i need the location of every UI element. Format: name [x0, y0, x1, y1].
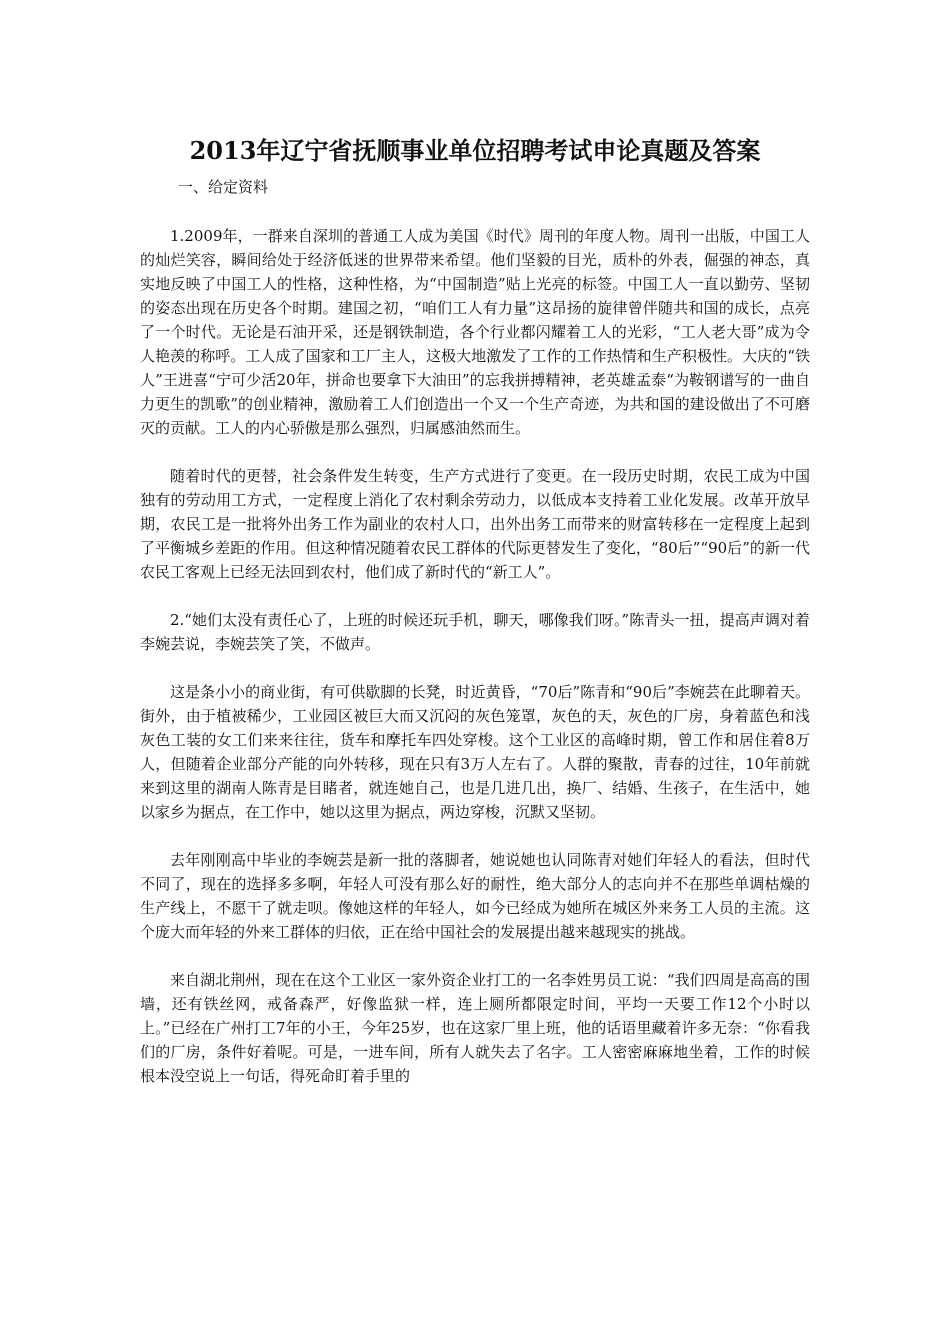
paragraph: 来自湖北荆州，现在在这个工业区一家外资企业打工的一名李姓男员工说：“我们四周是高高的围墙，还有铁丝网，戒备森严，好像监狱一样，连上厕所都限定时间，平均一天要工作12个小时以上。”已经在广州打工7年的小王，今年25岁，也在这家厂里上班，他的话语里藏着许多无奈：“你看我们的厂房，条件好着呢。可是，一进车间，所有人就失去了名字。工人密密麻麻地坐着，工作的时候根本没空说上一句话，得死命盯着手里的	[140, 971, 810, 1085]
paragraph: 2.“她们太没有责任心了，上班的时候还玩手机，聊天，哪像我们呀。”陈青头一扭，提高声调对着李婉芸说，李婉芸笑了笑，不做声。	[140, 611, 810, 653]
paragraph: 1.2009年，一群来自深圳的普通工人成为美国《时代》周刊的年度人物。周刊一出版，中国工人的灿烂笑容，瞬间给处于经济低迷的世界带来希望。他们坚毅的目光，质朴的外表，倔强的神态，真实地反映了中国工人的性格，这种性格，为“中国制造”贴上光亮的标签。中国工人一直以勤劳、坚韧的姿态出现在历史各个时期。建国之初，“咱们工人有力量”这昂扬的旋律曾伴随共和国的成长，点亮了一个时代。无论是石油开采，还是钢铁制造，各个行业都闪耀着工人的光彩，“工人老大哥”成为令人艳羡的称呼。工人成了国家和工厂主人，这极大地激发了工作的工作热情和生产积极性。大庆的“铁人”王进喜“宁可少活20年，拼命也要拿下大油田”的忘我拼搏精神，老英雄孟泰“为鞍钢谱写的一曲自力更生的凯歌”的创业精神，激励着工人们创造出一个又一个生产奇迹，为共和国的建设做出了不可磨灭的贡献。工人的内心骄傲是那么强烈，归属感油然而生。	[140, 227, 810, 437]
document-title: 2013年辽宁省抚顺事业单位招聘考试申论真题及答案	[189, 136, 761, 165]
document-body	[140, 224, 810, 1088]
section-heading: 一、给定资料	[178, 178, 269, 196]
paragraph: 这是条小小的商业街，有可供歇脚的长凳，时近黄昏，“70后”陈青和“90后”李婉芸在此聊着天。街外，由于植被稀少，工业园区被巨大而又沉闷的灰色笼罩，灰色的天，灰色的厂房，身着蓝色和浅灰色工装的女工们来来往往，货车和摩托车四处穿梭。这个工业区的高峰时期，曾工作和居住着8万人，但随着企业部分产能的向外转移，现在只有3万人左右了。人群的聚散，青春的过往，10年前就来到这里的湖南人陈青是目睹者，就连她自己，也是几进几出，换厂、结婚、生孩子，在生活中，她以家乡为据点，在工作中，她以这里为据点，两边穿梭，沉默又坚韧。	[140, 683, 810, 821]
paragraph: 去年刚刚高中毕业的李婉芸是新一批的落脚者，她说她也认同陈青对她们年轻人的看法，但时代不同了，现在的选择多多啊，年轻人可没有那么好的耐性，绝大部分人的志向并不在那些单调枯燥的生产线上，不愿干了就走呗。像她这样的年轻人，如今已经成为她所在城区外来务工人员的主流。这个庞大而年轻的外来工群体的归依，正在给中国社会的发展提出越来越现实的挑战。	[140, 851, 810, 941]
paragraph: 随着时代的更替，社会条件发生转变，生产方式进行了变更。在一段历史时期，农民工成为中国独有的劳动用工方式，一定程度上消化了农村剩余劳动力，以低成本支持着工业化发展。改革开放早期，农民工是一批将外出务工作为副业的农村人口，出外出务工而带来的财富转移在一定程度上起到了平衡城乡差距的作用。但这种情况随着农民工群体的代际更替发生了变化，“80后”“90后”的新一代农民工客观上已经无法回到农村，他们成了新时代的“新工人”。	[140, 467, 810, 581]
